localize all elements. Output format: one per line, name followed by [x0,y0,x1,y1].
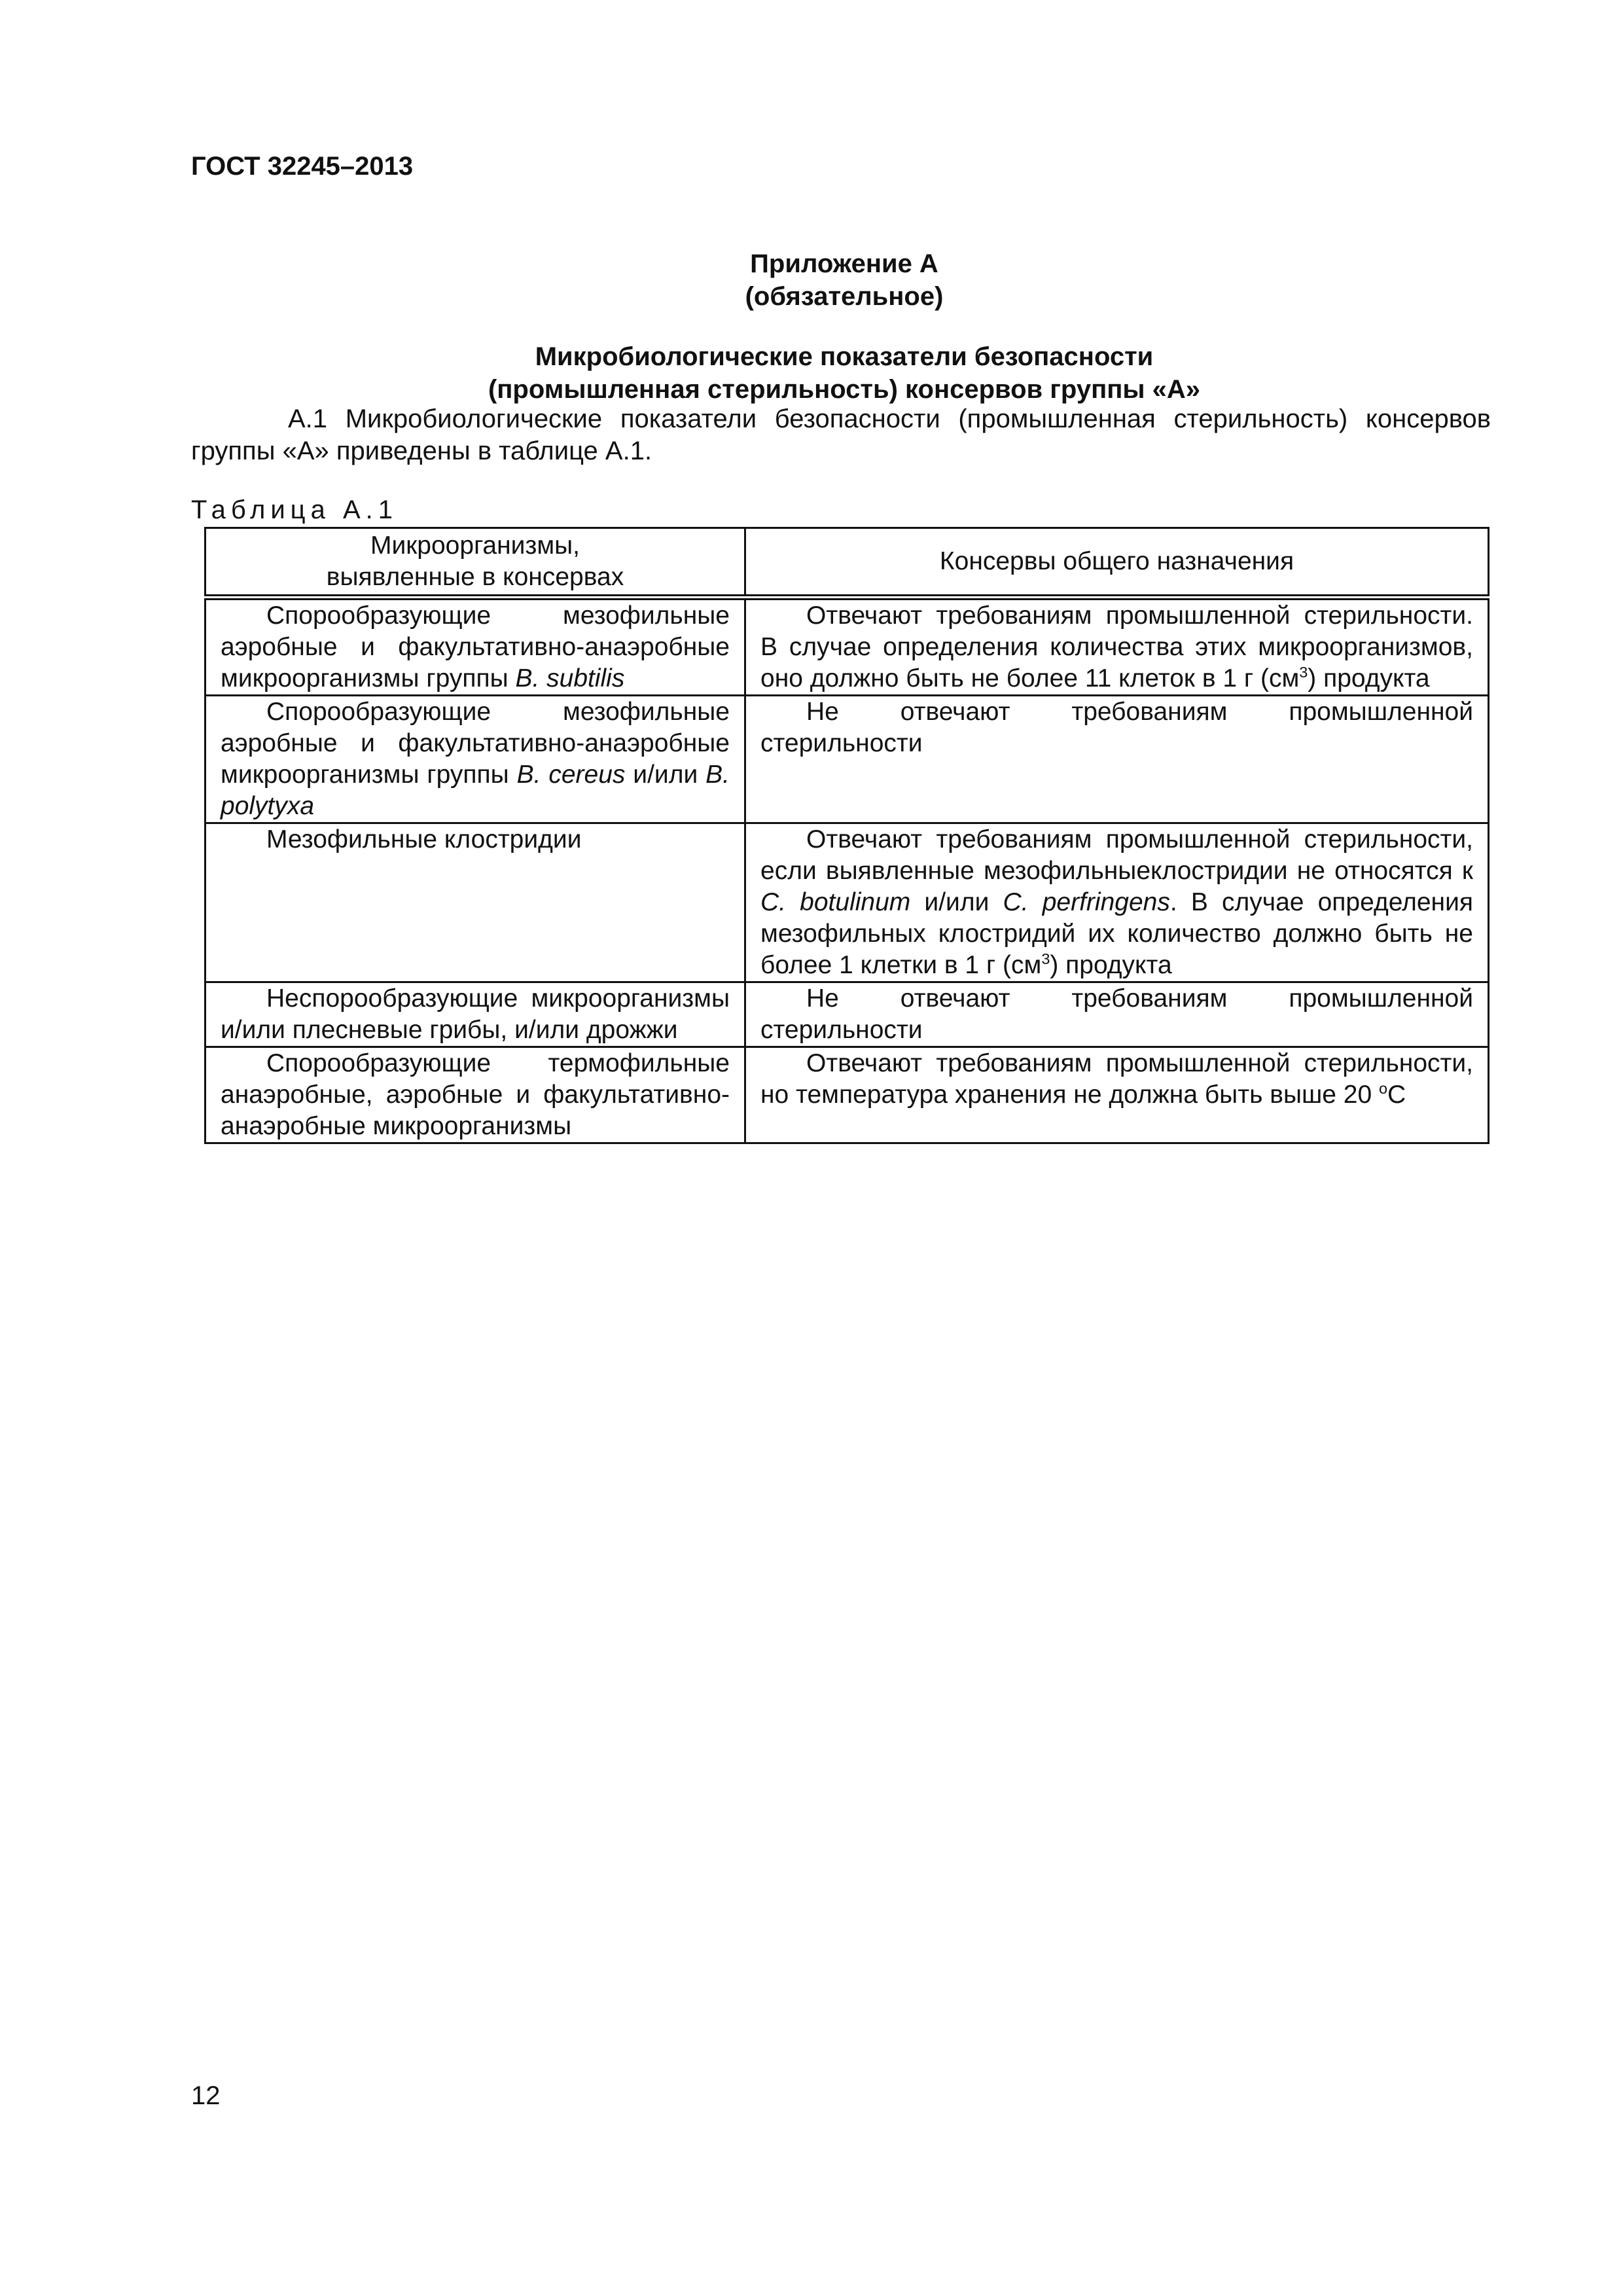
requirement-text-end: ) продукта [1050,951,1172,979]
requirement-cell [745,696,1489,823]
requirement-text-cont: . В случае определения мезофильных клостридий их количество должно быть не более 1 клетки в 1 г (см [760,888,1473,979]
requirement-cell [745,982,1489,1047]
requirement-text: Отвечают требованиям промышленной стерильности. В случае определения количества этих микроорганизмов, оно должно быть не более 11 клеток в 1 г (см [760,601,1473,692]
appendix-heading [190,340,1499,406]
requirement-cell [745,1047,1489,1143]
table-row [205,696,1489,823]
organism-cell [205,1047,745,1143]
table-row [205,823,1489,982]
document-code: ГОСТ 32245–2013 [191,152,414,181]
table-caption: Таблица А.1 [191,495,398,524]
requirement-text-end: ) продукта [1308,664,1430,692]
organism-text: Спорообразующие мезофильные аэробные и факультативно-анаэробные микроорганизмы группы [221,698,730,789]
table-row [205,982,1489,1047]
column-header-organisms-line1: Микроорганизмы, [370,531,580,560]
column-header-organisms [205,528,745,598]
requirement-cell [745,598,1489,696]
organism-text-join: и/или [625,761,706,789]
organism-cell [205,696,745,823]
organism-text: Неспорообразующие микроорганизмы и/или плесневые грибы, и/или дрожжи [221,984,730,1044]
organism-species: B. cereus [516,761,626,789]
appendix-status: (обязательное) [745,282,944,311]
column-header-general-purpose: Консервы общего назначения [745,528,1489,598]
appendix-title-block [190,247,1499,313]
requirement-text-join: и/или [910,888,1003,916]
organism-text: Спорообразующие термофильные анаэробные, аэробные и факультативно-анаэробные микроорганизмы [221,1049,730,1140]
requirement-text: Не отвечают требованиям промышленной стерильности [760,698,1473,757]
table-row [205,598,1489,696]
table-header-row [205,528,1489,598]
requirement-text: Отвечают требованиям промышленной стерильности, если выявленные мезофильныеклостридии не относятся к [760,825,1473,885]
requirement-cell [745,823,1489,982]
organism-text: Мезофильные клостридии [266,825,582,853]
table-row [205,1047,1489,1143]
organism-species-2: B. polytyxa [221,761,730,820]
column-header-organisms-line2: выявленные в консервах [326,563,624,591]
requirement-species: C. botulinum [760,888,911,916]
degree-sign: o [1379,1080,1388,1097]
superscript: 3 [1299,664,1308,681]
organism-cell [205,598,745,696]
requirement-text: Отвечают требованиям промышленной стерильности, но температура хранения не должна быть выше 20 [760,1049,1473,1109]
requirement-text-end: С [1387,1081,1406,1109]
appendix-heading-line2: (промышленная стерильность) консервов группы «А» [488,375,1201,404]
appendix-title: Приложение А [750,249,938,278]
organism-cell [205,982,745,1047]
organism-text: Спорообразующие мезофильные аэробные и факультативно-анаэробные микроорганизмы группы [221,601,730,692]
superscript: 3 [1041,950,1050,967]
page-number: 12 [191,2081,221,2110]
organism-cell [205,823,745,982]
requirement-text: Не отвечают требованиям промышленной стерильности [760,984,1473,1044]
requirements-table [204,527,1489,1144]
appendix-heading-line1: Микробиологические показатели безопасности [535,342,1154,371]
requirement-species-2: C. perfringens [1003,888,1170,916]
intro-paragraph: А.1 Микробиологические показатели безопасности (промышленная стерильность) консервов группы «А» приведены в таблице А.1. [191,404,1491,465]
organism-species: B. subtilis [515,664,625,692]
